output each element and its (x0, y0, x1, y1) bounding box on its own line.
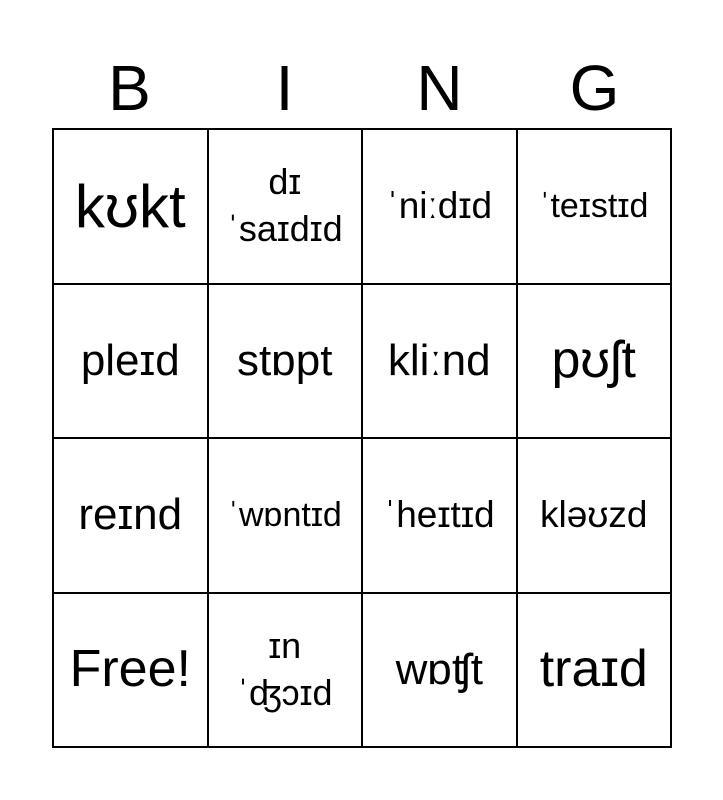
header-letter-n: N (416, 52, 463, 124)
header-letter-i: I (275, 52, 294, 124)
cell-word: ˈteɪstɪd (539, 186, 649, 225)
cell-word: wɒʧt (395, 644, 483, 694)
cell-word: stɒpt (237, 335, 333, 385)
bingo-cell-r1-c3[interactable] (517, 284, 672, 439)
bingo-cell-r0-c1[interactable] (208, 129, 363, 284)
cell-word: dɪ ˈsaɪdɪd (226, 161, 343, 250)
bingo-cell-r2-c1[interactable] (208, 438, 363, 593)
bingo-cell-r3-c1[interactable] (208, 593, 363, 748)
cell-word: pleɪd (80, 335, 180, 385)
bingo-cell-r2-c2[interactable] (362, 438, 517, 593)
bingo-header (52, 52, 672, 124)
bingo-cell-r3-c0[interactable] (53, 593, 208, 748)
bingo-cell-r3-c2[interactable] (362, 593, 517, 748)
bingo-cell-r0-c2[interactable] (362, 129, 517, 284)
bingo-cell-r3-c3[interactable] (517, 593, 672, 748)
header-letter-g: G (569, 52, 620, 124)
header-letter-b: B (108, 52, 151, 124)
cell-word: ɪn ˈʤɔɪd (237, 624, 333, 713)
bingo-cell-r2-c0[interactable] (53, 438, 208, 593)
cell-word: traɪd (539, 640, 648, 699)
bingo-board (52, 128, 672, 748)
cell-word: kləʊzd (540, 493, 648, 535)
bingo-cell-r0-c3[interactable] (517, 129, 672, 284)
bingo-cell-r0-c0[interactable] (53, 129, 208, 284)
cell-word: ˈheɪtɪd (383, 493, 495, 535)
cell-word: kliːnd (387, 335, 491, 385)
bingo-cell-r1-c0[interactable] (53, 284, 208, 439)
cell-word: kʊkt (74, 172, 186, 240)
cell-word: ˈniːdɪd (386, 184, 493, 226)
bingo-cell-r1-c2[interactable] (362, 284, 517, 439)
bingo-cell-r1-c1[interactable] (208, 284, 363, 439)
cell-word: pʊʃt (551, 331, 636, 390)
bingo-cell-r2-c3[interactable] (517, 438, 672, 593)
cell-word: ˈwɒntɪd (227, 495, 342, 534)
free-space: Free! (69, 640, 191, 699)
cell-word: reɪnd (78, 490, 183, 540)
